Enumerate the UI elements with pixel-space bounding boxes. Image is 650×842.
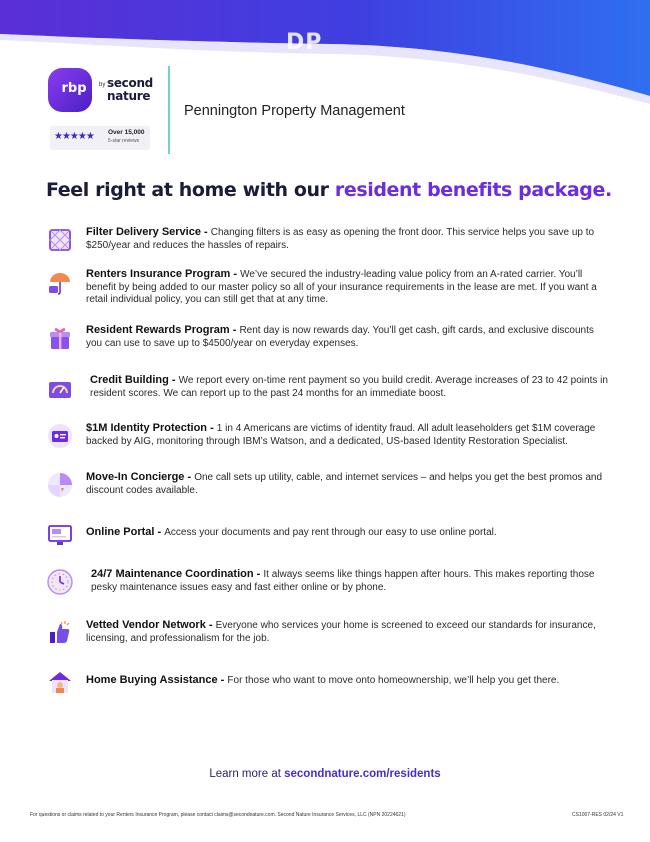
benefit-title: Resident Rewards Program - [86,324,240,336]
benefit-body: Rent day is now rewards day. You’ll get cash, gift cards, and exclusive discounts you can use to save up to $4500/year on everyday expenses. [86,325,594,349]
benefit-title: Credit Building - [90,374,179,386]
benefit-body: 1 in 4 Americans are victims of identity fraud. All adult leaseholders get $1M coverage backed by AIG, monitoring through IBM’s Watson, and a dedicated, US-based Identity Restoration Specialist. [86,423,596,447]
monitor-icon [46,521,74,549]
residents-link[interactable]: secondnature.com/residents [284,768,441,780]
benefit-body: We’ve secured the industry-leading value policy from an A-rated carrier. You’ll benefit by being added to our master policy so all of your insurance requirements in the lease are met. If you want a retail individual policy, you can still get that at any time. [86,269,597,305]
benefit-body: We report every on-time rent payment so you build credit. Average increases of 23 to 42 points in resident scores. We can report up to the past 24 months for an immediate boost. [90,375,608,399]
learn-more-prefix: Learn more at [209,768,285,780]
review-badge [50,126,150,150]
header-divider [168,66,170,154]
rbp-logo [46,66,168,154]
benefit-title: Online Portal - [86,526,165,538]
learn-more-line [0,768,650,780]
id-card-icon [46,422,74,450]
by-label: by [99,82,106,88]
brand-name-line1: second [107,76,153,90]
benefit-body: Everyone who services your home is screened to exceed our standards for insurance, licensing, and professionalism for the job. [86,620,596,644]
benefit-title: Vetted Vendor Network - [86,619,216,631]
clock-icon [46,568,74,596]
concierge-icon [46,471,74,499]
credit-gauge-icon [46,374,74,402]
benefit-title: Move-In Concierge - [86,471,195,483]
footer-disclaimer: For questions or claims related to your Renters Insurance Program, please contact claims@secondnature.com. Second Nature Insurance Services, LLC (NPN 20224621) [30,812,406,818]
benefit-body: Changing filters is as easy as opening the front door. This service helps you save up to $250/year and reduces the hassles of repairs. [86,227,595,251]
thumbs-up-icon [46,619,74,647]
gift-icon [46,324,74,352]
benefit-title: Home Buying Assistance - [86,674,228,686]
benefit-body: For those who want to move onto homeownership, we’ll help you get there. [227,675,560,686]
benefit-body: It always seems like things happen after hours. This makes reporting those pesky maintenance issues easy and fast either online or by phone. [91,569,595,593]
headline-accent: resident benefits package. [334,179,612,201]
umbrella-icon [46,268,74,296]
headline-prefix: Feel right at home with our [46,179,335,201]
benefit-body: Access your documents and pay rent through our easy to use online portal. [164,527,497,538]
brand-name-line2: nature [107,89,151,103]
star-rating-icon: ★★★★★ [54,131,94,142]
filter-icon [46,226,74,254]
document-code: CS1007-RES 02/24 V1 [572,812,624,818]
benefit-title: 24/7 Maintenance Coordination - [91,568,264,580]
review-count: Over 15,000 [108,129,145,136]
benefit-title: Filter Delivery Service - [86,226,211,238]
page-headline [46,179,626,201]
house-icon [46,668,74,696]
hero-fragment-text: DP [286,30,323,55]
review-subtitle: 5-star reviews [108,138,140,144]
benefit-title: $1M Identity Protection - [86,422,217,434]
company-name: Pennington Property Management [184,103,405,119]
benefit-body: One call sets up utility, cable, and internet services – and helps you get the best promos and discount codes available. [86,472,603,496]
benefit-title: Renters Insurance Program - [86,268,241,280]
rbp-logo-text: rbp [61,81,87,96]
